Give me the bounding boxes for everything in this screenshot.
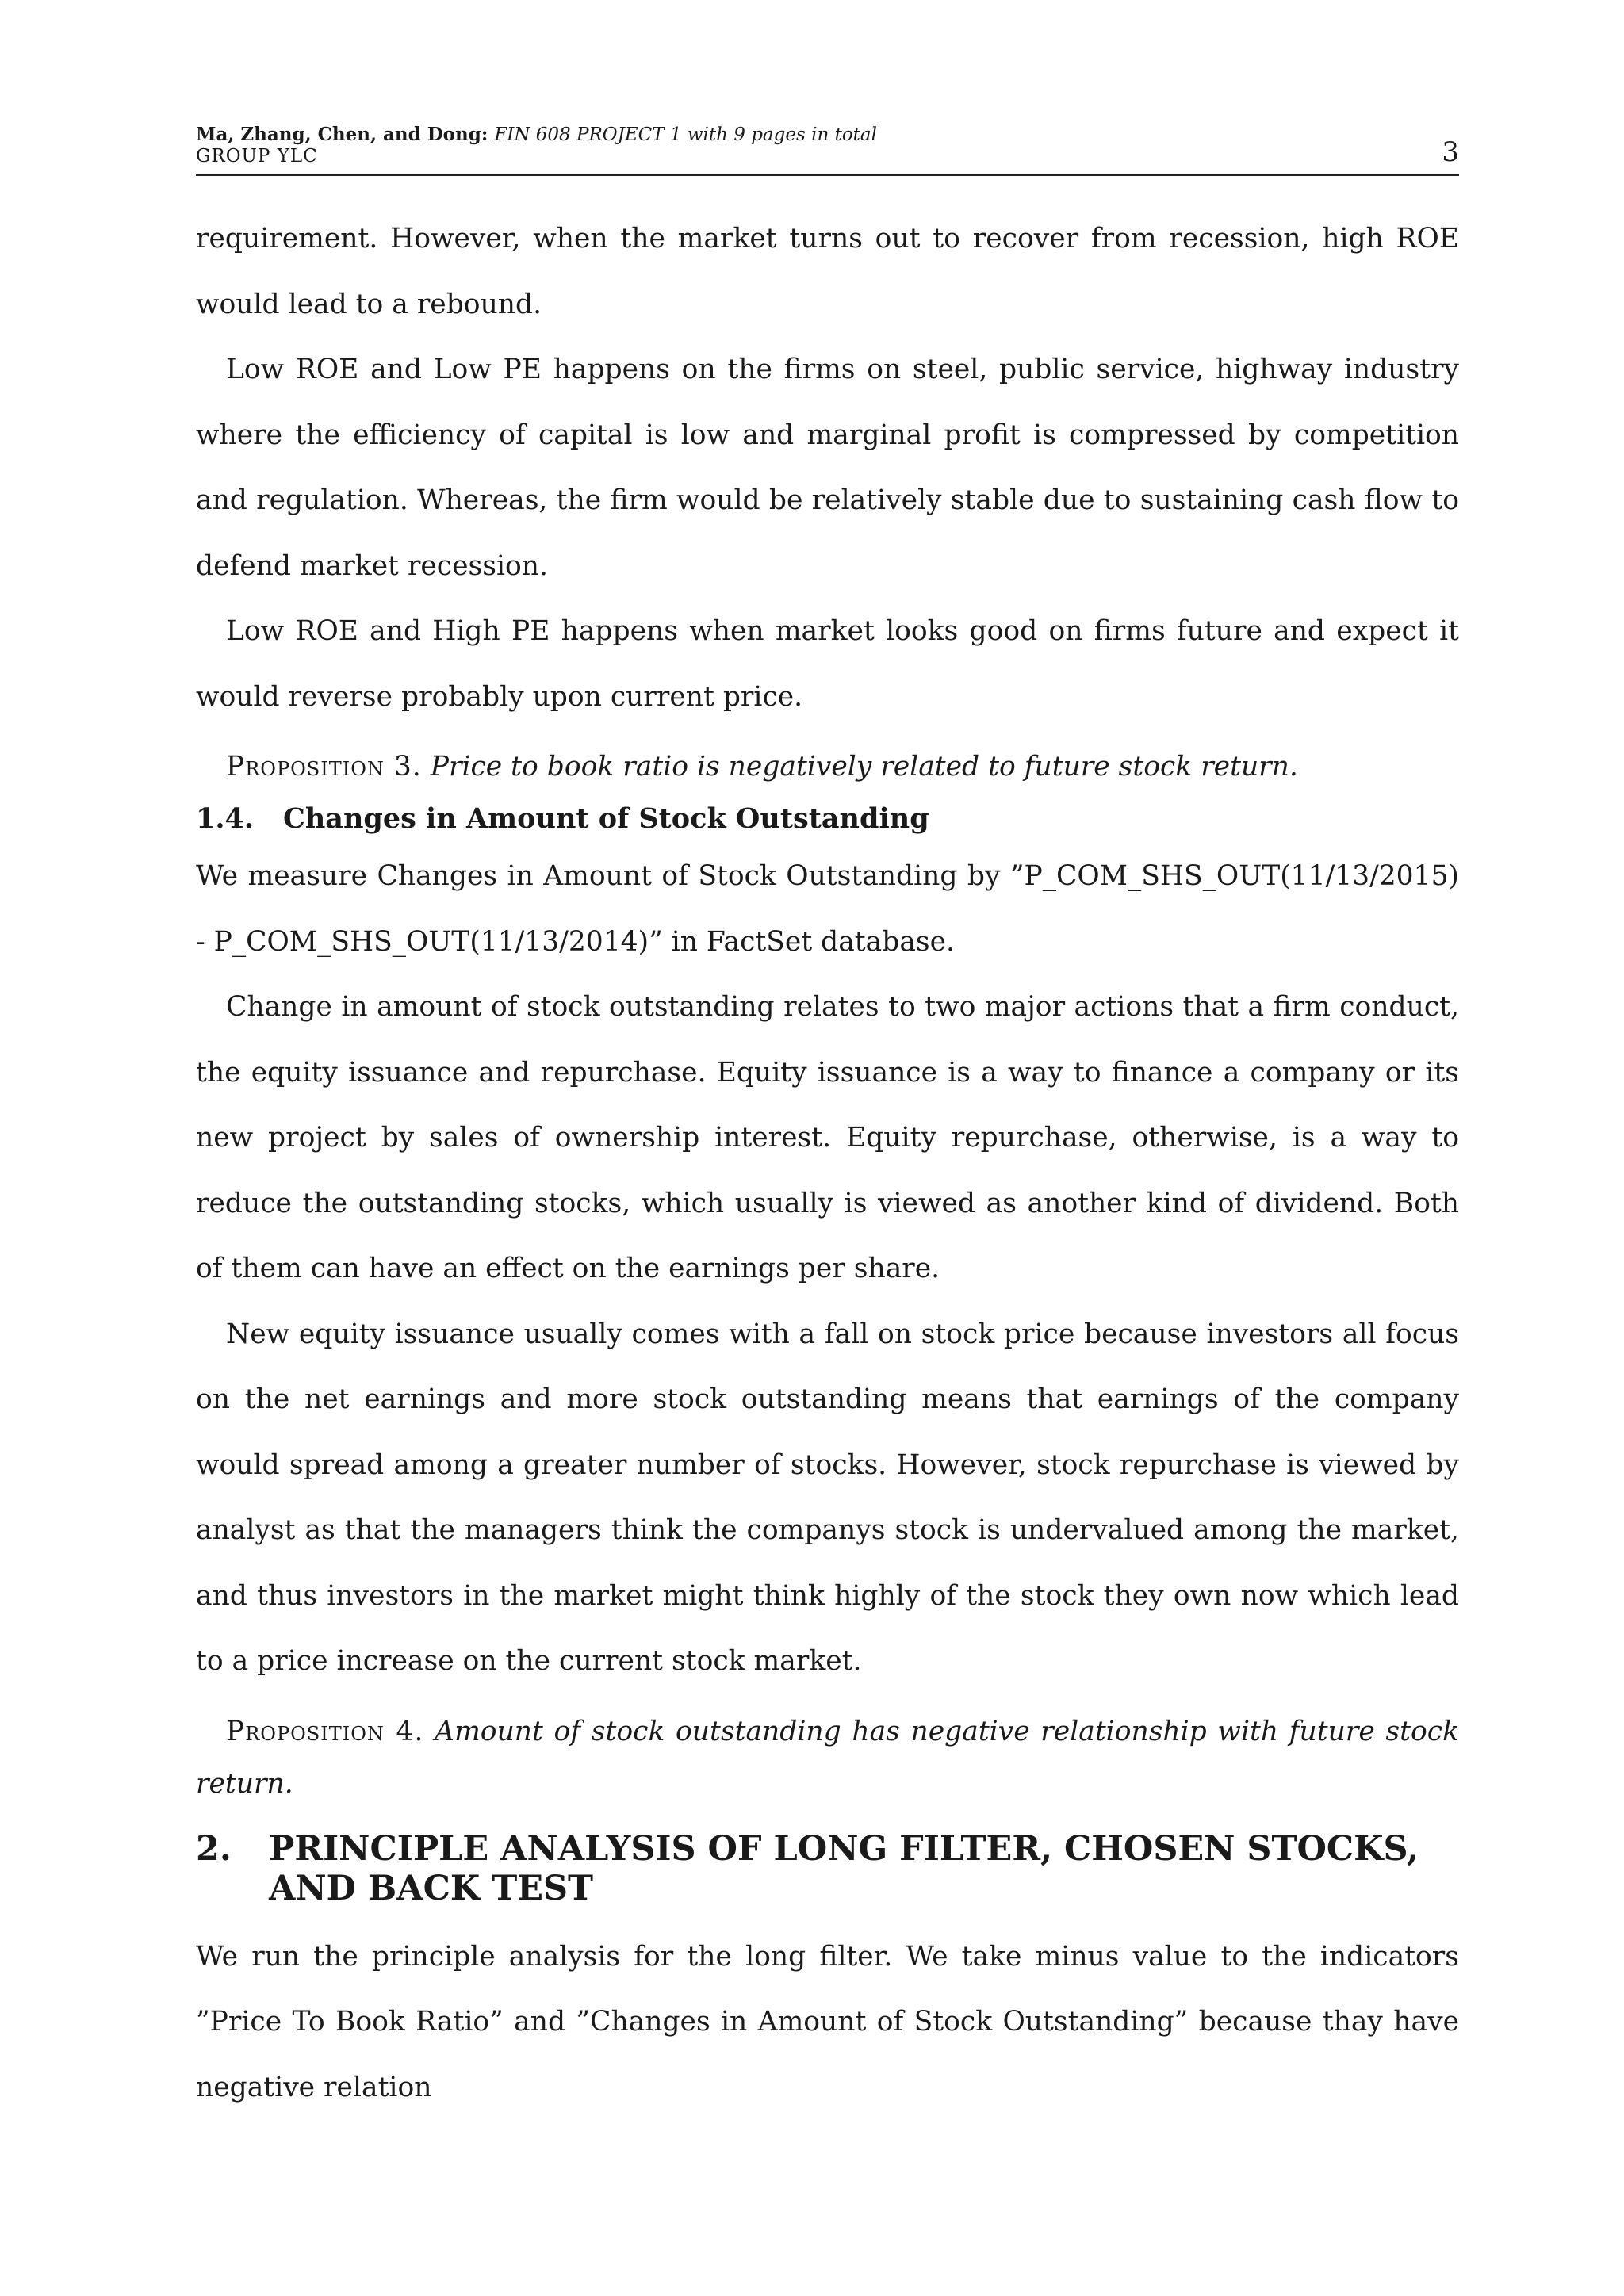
paragraph: Low ROE and Low PE happens on the firms on steel, public service, highway industry where the efficiency of capital is low and marginal profit is compressed by competition and regulation. Whereas, the firm would be relatively stable due to sustaining cash flow to defend market recession. [196,354,1459,582]
section-number: 2. [196,1828,232,1869]
paragraph: requirement. However, when the market turns out to recover from recession, high ROE would lead to a rebound. [196,223,1459,320]
paragraph: New equity issuance usually comes with a fall on stock price because investors all focus on the net earnings and more stock outstanding means that earnings of the company would spread among a greater number of stocks. However, stock repurchase is viewed by analyst as that the managers think the companys stock is undervalued among the market, and thus investors in the market might think highly of the stock they own now which lead to a price increase on the current stock market. [196,1318,1459,1677]
proposition-3 [196,740,1459,793]
header-title: FIN 608 PROJECT 1 with 9 pages in total [494,124,877,145]
proposition-text: Price to book ratio is negatively related to future stock return. [430,751,1298,783]
paragraph: Change in amount of stock outstanding relates to two major actions that a firm conduct, the equity issuance and repurchase. Equity issuance is a way to finance a company or its new project by sales of ownership interest. Equity repurchase, otherwise, is a way to reduce the outstanding stocks, which usually is viewed as another kind of dividend. Both of them can have an effect on the earnings per share. [196,991,1459,1284]
document-page [196,119,1459,2120]
subsection-title: Changes in Amount of Stock Outstanding [283,802,929,835]
header-group: GROUP YLC [196,146,318,166]
subsection-number: 1.4. [196,802,255,835]
running-header-line [196,124,877,145]
running-header [196,119,1459,176]
proposition-4 [196,1705,1459,1810]
proposition-label: Proposition 3. [226,751,422,783]
proposition-text: Amount of stock outstanding has negative relationship with future stock return. [196,1715,1459,1800]
paragraph: We run the principle analysis for the long filter. We take minus value to the indicators ”Price To Book Ratio” and ”Changes in Amount of Stock Outstanding” because thay have negative relation [196,1940,1459,2103]
section-heading [196,1829,1459,1908]
body-text [196,206,1459,2120]
header-authors: Ma, Zhang, Chen, and Dong: [196,124,488,145]
page-number: 3 [1442,136,1459,168]
proposition-label: Proposition 4. [226,1715,424,1747]
subsection-heading [196,794,1459,844]
paragraph: We measure Changes in Amount of Stock Outstanding by ”P_COM_SHS_OUT(11/13/2015) - P_COM_SHS_OUT(11/13/2014)” in FactSet database. [196,860,1459,958]
paragraph: Low ROE and High PE happens when market looks good on firms future and expect it would reverse probably upon current price. [196,615,1459,713]
section-title: PRINCIPLE ANALYSIS OF LONG FILTER, CHOSEN STOCKS, AND BACK TEST [269,1828,1419,1908]
